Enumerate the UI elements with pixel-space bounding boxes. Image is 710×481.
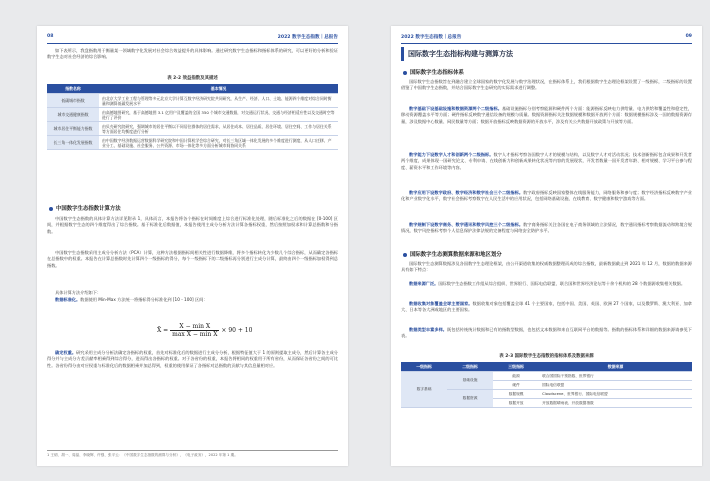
left-footnote: 1 王炳、胡一、周晶、李晓辉、许强、张平云：《中国数字生态指数的测算与分析》，《电子政务》，2022 年第 1 期。 [47, 450, 338, 458]
chapter-title: 国际数字生态指标构建与测算方法 [401, 47, 692, 61]
table-header-cell: 数据来源 [539, 362, 692, 372]
weighting-paragraph: 确定权重。研究采用主成分分析法确定各指标的权重，首先对标准化后的数据进行主成分分析，根据特征值大于 1 的原则提取主成分，然后计算各主成分得分并与主成分方差贡献率相乘得到综合得分，进而得出各指标的权重。对于各省份的权重，本报告将相同的权重用于所有省份，从而保证各省份之间的可比性。各省份得分由对应权重与标准化后的数据相乘并加总得到，权重的使用保证了各指标对总指数的贡献与其信息量相对应。 [47, 350, 338, 368]
digital-foundation-paragraph: 数字基础下设基础设施和数据资源两个二级指标。基础设施指标分别考察能源和硬件两个方面：能源指标反映电力供给量、电力供给和覆盖性和稳定性，移动资源覆盖水平等方面；硬件指标反映数字通信设备的规模与质量。数据资源指标关注数据规模和数据开放两个方面：数据规模指标涉及一国的数据资源存量，涉及数据中心数量、网民数量等方面；数据开放指标反映数据资源的开放水平，涉及有关公共数据开放政策与开放等方面。 [401, 106, 692, 124]
right-page-number: 09 [685, 34, 692, 39]
bullet-dot-icon [403, 253, 407, 257]
index-name-cell: 长三角一体化发展指数 [47, 136, 99, 150]
table-row [47, 94, 338, 108]
source-cell: 联合国国际干预指数、世界银行 [539, 372, 692, 381]
bullet-dot-icon [49, 207, 53, 211]
source-cell: Cloudscene、世界银行、国际电信联盟 [539, 390, 692, 399]
data-source-intro-paragraph: 国际数字生态测算数据涉及各国数字生态理论框架，由公开渠道收集的权威数据整理而成的综合指数，最新数据截止到 2021 年 12 月，数据的数据来源具有如下特点： [401, 261, 692, 273]
digital-capability-paragraph: 数字能力下设数字人才和创新两个二级指标。数字人才指标考察各国数字人才的规模与结构，以及数字人才对活动状况；技术创新指标包含成果和开发者两个维度，成果体现一国研究论文、专利申请、在线创新力和创新成果转化状况等内容的发展现状，开发者数量一国开发者年龄、相对规模、学习平台参与程度、薪资水平和工作环境等内容。 [401, 152, 692, 170]
table-header-cell: 指数名称 [47, 84, 99, 94]
method-paragraph-3: 具体计算方法介绍如下： [55, 290, 102, 295]
coverage-paragraph: 数据收集对象覆盖全球主要国家。数据收集对象包括覆盖全球 41 个主要国家，包括中国、美国、英国、欧洲 27 个国家，以及俄罗斯、澳大利亚、加拿大、日本等各大洲或地区的主要国家。 [401, 301, 692, 313]
formula-lhs: X̃ = [157, 327, 169, 334]
index-name-cell: 低碳城市指数 [47, 94, 99, 108]
table-header-cell: 三级指标 [493, 362, 539, 372]
level3-cell: 能源 [493, 372, 539, 381]
table-row [401, 372, 692, 381]
table-header-cell: 二级指标 [447, 362, 493, 372]
index-name-cell: 城市交通健康指数 [47, 108, 99, 122]
table-row [47, 136, 338, 150]
index-name-cell: 城市居住平衡能力指数 [47, 122, 99, 136]
level2-cell: 数据资源 [447, 390, 493, 408]
right-section-heading-1: 国际数字生态指标体系 [403, 68, 464, 76]
standardization-label: 数据标准化。 [55, 297, 81, 302]
data-types-paragraph: 数据类型丰富多样。既包括传统统计数据和已有的指数型数据，也包括文本数据和来自互联网平台的数据等。指数的指标体系和详细的数据来源请参见下表。 [401, 327, 692, 339]
left-section-heading: 中国数字生态指数计算方法 [49, 204, 121, 212]
minmax-formula [157, 323, 252, 338]
method-paragraph-2: 中国数字生态指数采用主成分分析方法（PCA）计算，这种方法根据指标间相关性进行数据降维，将多个指标转化为少数几个综合指标，从而确定各指标在总指数中的权重。本报告在计算总指数时先计算四个一级指标的得分，每个一级指标下的二级指标再分别进行主成分计算，最终由四个一级指标加权得到总指数。 [47, 250, 338, 268]
source-cell: 开放数据晴雨表、开放数据指数 [539, 399, 692, 408]
index-desc-cell: 由北京大学工业工程与管理等多元北京大学计算互数字经济研究院共同研究，从生产、经济、人口、土地、能源四个维度对综合同时衡量和测算低碳发展水平 [99, 94, 338, 108]
weighting-label: 确定权重。 [55, 350, 77, 355]
left-header-rule [47, 43, 338, 44]
formula-fraction [170, 323, 219, 338]
right-running-title: 2022 数字生态指数｜总报告 [401, 35, 462, 40]
benefit-index-table [47, 84, 338, 150]
level2-cell: 基础设施 [447, 372, 493, 390]
right-header-rule [401, 43, 692, 44]
source-cell: 国际电信联盟 [539, 381, 692, 390]
index-desc-cell: 由高德地图研究，基于高德地图 3.1 亿用户及覆盖的全国 350 个城市交通数据，对交通运行状况、交通与经济相适应性以及交通时空等进行了评价 [99, 108, 338, 122]
table-header-cell: 一级指标 [401, 362, 447, 372]
right-running-header [401, 34, 692, 43]
table-header-cell: 基本情况 [99, 84, 338, 94]
digital-application-paragraph: 数字应用下设数字政府、数字经济和数字社会三个二级指标。数字政府指标反映国家整体在线服务能力，网络服务和参与度；数字经济指标反映数字产业化和产业数字化水平，数字社会指标考察数字在人民生活中的应用状况，包括网络基础设施、在线教育、数字健康和数字游戏等方面。 [401, 190, 692, 202]
framework-paragraph: 国际数字生态指数旨在到融合建立全球国家的数字化发展与数字治理状况，在指标体系上，我们根据数字生态理论框架设置了一级指标，二级指标的设置借鉴了中国数字生态指数，并结合国际数字生态研究的实际需求进行调整。 [401, 79, 692, 91]
left-page-number: 08 [47, 34, 54, 39]
right-page [391, 26, 702, 466]
table-2-3-caption: 表 2-3 国际数字生态指数的指标体系及数据来源 [499, 354, 594, 359]
table-header-row [47, 84, 338, 94]
formula-rhs: × 90 + 10 [221, 327, 253, 334]
table-header-row [401, 362, 692, 372]
indicator-source-table [401, 362, 692, 408]
left-page [37, 26, 348, 466]
level3-cell: 数据规模 [493, 390, 539, 399]
digital-regulation-paragraph: 数字规制下设数字商务、数字通讯和数字风控三个二级指标。数字商务指标关注各国在电子商务领域的立法情况，数字通讯指标考察数据流动和跨境合规情况，数字风控指标考察个人信息保护法律法规的完备程度与网络安全防护水平。 [401, 222, 692, 234]
left-running-title: 2022 数字生态指数｜总报告 [277, 35, 338, 40]
right-section-heading-2: 国际数字生态测算数据来源和地区划分 [403, 250, 502, 258]
left-running-header [47, 34, 338, 43]
wide-sources-paragraph: 数据来源广泛。国际数字生态指数工作组从综合组织、世界银行、国际电信联盟、联合国和世界经济论坛等十余个机构的 28 个数据源收集相关数据。 [409, 281, 686, 286]
standardization-paragraph: 数据标准化。数据使用 Min-Max 方法统一将指标得分标准化到 [10 - 100] 区间： [55, 297, 208, 302]
index-desc-cell: 由中国数字经济数据运营数据科学研究院和中国计算机学会综合研究，对长三角区域一体化发展的多个维度进行测度，从人口迁移、产业分工、基础设施、社会服务、公共资源、市场一体化等多方面分析城市间协同关系 [99, 136, 338, 150]
table-2-2-caption: 表 2-2 效益指数及其描述 [167, 76, 218, 81]
table-row [47, 122, 338, 136]
level3-cell: 数据开放 [493, 399, 539, 408]
bullet-dot-icon [403, 71, 407, 75]
index-desc-cell: 由贝壳研究院研究，强调城市的居住平衡以不同居住群体的居住需求，从居住成本、居住品质、居住环境、居住空间、工作与居住关系等方面居住均衡度进行分析 [99, 122, 338, 136]
table-row [47, 108, 338, 122]
level1-cell: 数字基础 [401, 372, 447, 408]
formula-denominator: max X − min X [172, 331, 218, 338]
formula-numerator: X − min X [170, 323, 219, 331]
left-intro-paragraph: 如下表所示，我盘指数用于衡量某一领域数字化发展对社会综合效益提升的具体影响。通过研究数字生态指标和指标体系的研究，可以更好的分析和验证数字生态对社会经济的综合影响。 [47, 48, 338, 60]
level3-cell: 硬件 [493, 381, 539, 390]
method-paragraph-1: 中国数字生态指数的具体计算方法详见附录 1，具体而言，本报告将各个指标在时间维度上综合进行标准化处理，随后标准化之后的数据在 [0-100] 区间，并根据数字生态的四个维度得出了综合指数。基于标准化后数据值，本报告使用主成分分析方法计算各指标权重，然后按照加权求和计算总指数和分指数。 [47, 216, 338, 234]
